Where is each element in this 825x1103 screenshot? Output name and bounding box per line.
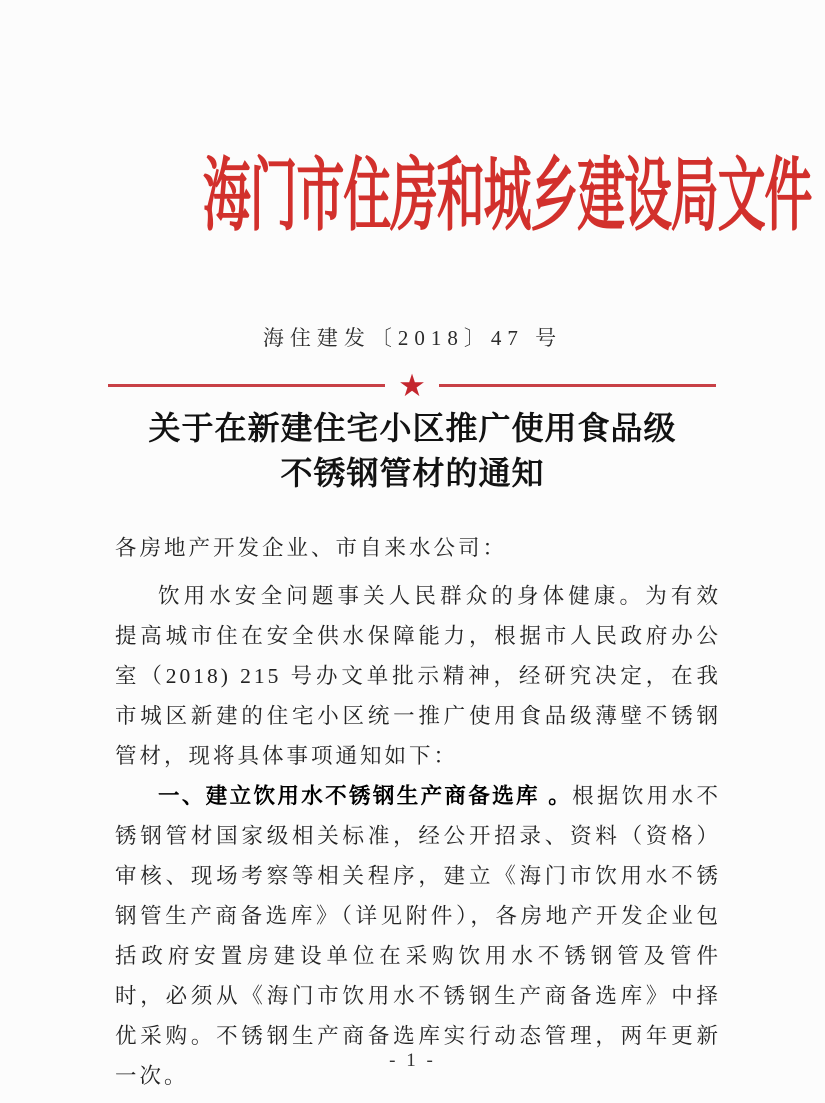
divider-line-right: [439, 384, 716, 387]
agency-header-title: [0, 150, 825, 242]
red-divider: [108, 367, 716, 403]
paragraph-2-bold-lead: 一、建立饮用水不锈钢生产商备选库 。: [158, 784, 573, 808]
star-icon: ★: [398, 367, 426, 403]
page-number: - 1 -: [389, 1050, 436, 1071]
paragraph-2-body: 根据饮用水不锈钢管材国家级相关标准，经公开招录、资料（资格）审核、现场考察等相关程序，建立《海门市饮用水不锈钢管生产商备选库》（详见附件），各房地产开发企业包括政府安置房建设单位在采购饮用水不锈钢管及管件时，必须从《海门市饮用水不锈钢生产商备选库》中择优采购。不锈钢生产商备选库实行动态管理，两年更新一次。: [115, 784, 721, 1088]
document-number: 海住建发〔2018〕47 号: [262, 326, 563, 350]
salutation-line: 各房地产开发企业、市自来水公司：: [115, 536, 508, 560]
notice-title-line2: 不锈钢管材的通知: [280, 455, 545, 491]
agency-header-title-text: 海门市住房和城乡建设局文件: [202, 151, 812, 240]
notice-title-line1: 关于在新建住宅小区推广使用食品级: [148, 410, 677, 446]
notice-title: [0, 406, 825, 496]
notice-body: [115, 528, 721, 1096]
paragraph-2: [115, 776, 721, 1096]
paragraph-1: 饮用水安全问题事关人民群众的身体健康。为有效提高城市住在安全供水保障能力，根据市人民政府办公室（2018) 215 号办文单批示精神，经研究决定，在我市城区新建的住宅小区统一推广使用食品级薄壁不锈钢管材，现将具体事项通知如下：: [115, 584, 721, 768]
divider-line-left: [108, 384, 385, 387]
